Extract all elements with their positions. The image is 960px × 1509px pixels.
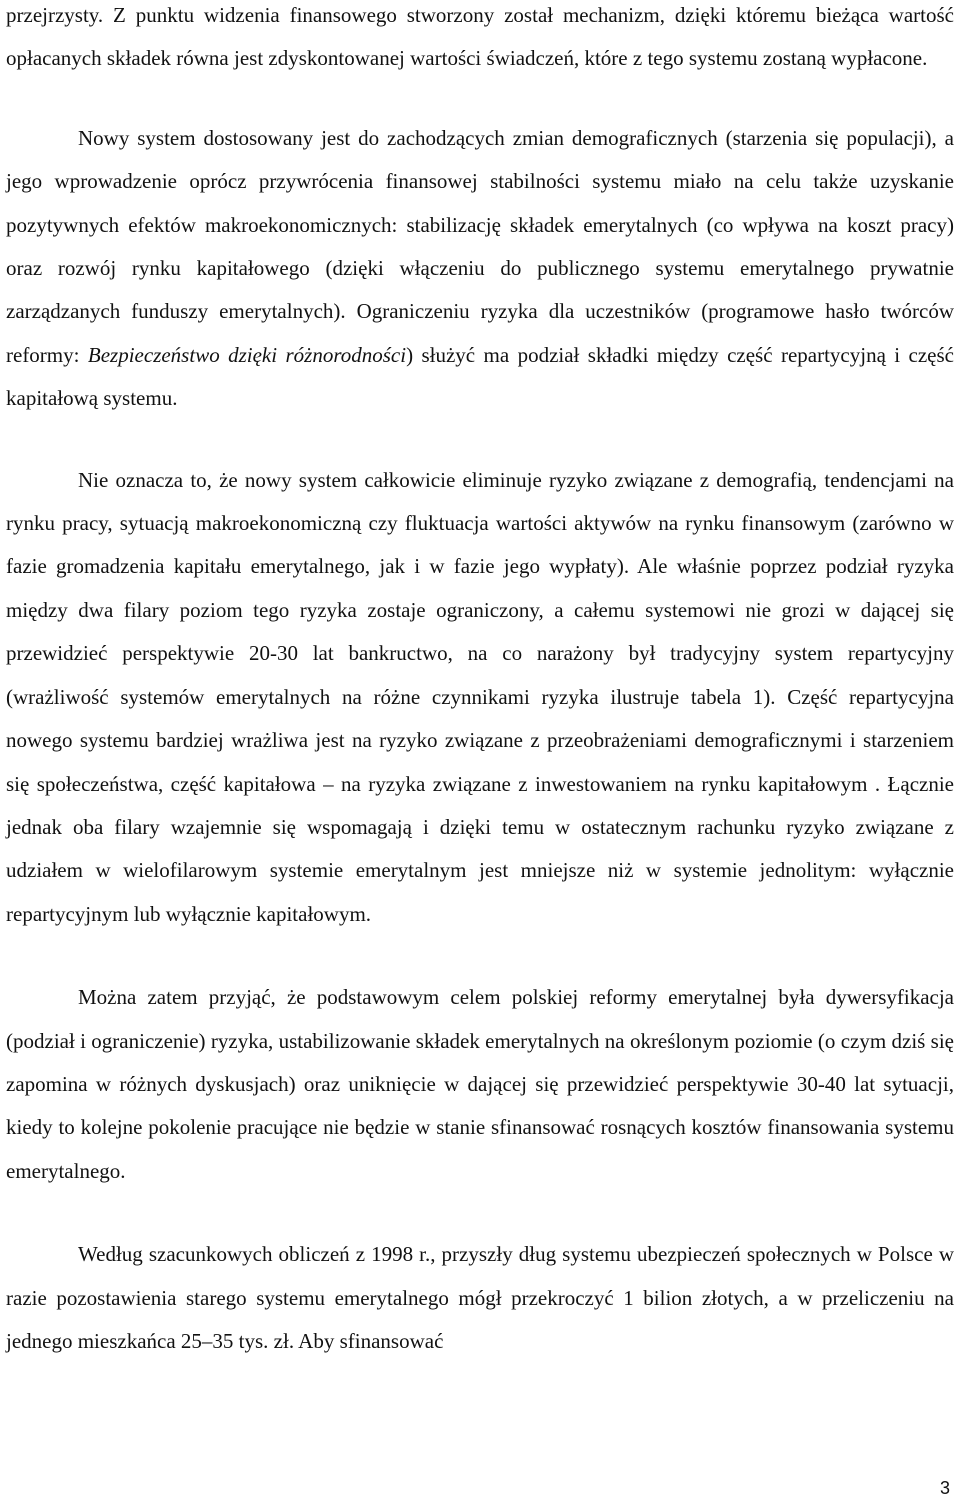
page-number: 3 (939, 1478, 950, 1498)
paragraph-new-system (6, 117, 954, 421)
document-page (6, 0, 954, 1363)
paragraph-continuation: przejrzysty. Z punktu widzenia finansowego stworzony został mechanizm, dzięki któremu bieżąca wartość opłacanych składek równa jest zdyskontowanej wartości świadczeń, które z tego systemu zostaną wypłacone. (6, 3, 954, 71)
paragraph-new-system-text-a: Nowy system dostosowany jest do zachodzących zmian demograficznych (starzenia się populacji), a jego wprowadzenie oprócz przywrócenia finansowej stabilności systemu miało na celu także uzyskanie pozytywnych efektów makroekonomicznych: stabilizację składek emerytalnych (co wpływa na koszt pracy) oraz rozwój rynku kapitałowego (dzięki włączeniu do publicznego systemu emerytalnego prywatnie zarządzanych funduszy emerytalnych). Ograniczeniu ryzyka dla uczestników (programowe hasło twórców reformy: (6, 125, 954, 367)
paragraph-risk: Nie oznacza to, że nowy system całkowicie eliminuje ryzyko związane z demografią, tendencjami na rynku pracy, sytuacją makroekonomiczną czy fluktuacja wartości aktywów na rynku finansowym (zarówno w fazie gromadzenia kapitału emerytalnego, jak i w fazie jego wypłaty). Ale właśnie poprzez podział ryzyka między dwa filary poziom tego ryzyka zostaje ograniczony, a całemu systemowi nie grozi w dającej się przewidzieć perspektywie 20-30 lat bankructwo, na co narażony był tradycyjny system repartycyjny (wrażliwość systemów emerytalnych na różne czynnikami ryzyka ilustruje tabela 1). Część repartycyjna nowego systemu bardziej wrażliwa jest na ryzyko związane z przeobrażeniami demograficznymi i starzeniem się społeczeństwa, część kapitałowa – na ryzyka związane z inwestowaniem na rynku kapitałowym . Łącznie jednak oba filary wzajemnie się wspomagają i dzięki temu w ostatecznym rachunku ryzyko związane z udziałem w wielofilarowym systemie emerytalnym jest mniejsze niż w systemie jednolitym: wyłącznie repartycyjnym lub wyłącznie kapitałowym. (6, 467, 954, 926)
paragraph-debt-estimate: Według szacunkowych obliczeń z 1998 r., przyszły dług systemu ubezpieczeń społecznych w Polsce w razie pozostawienia starego systemu emerytalnego mógł przekroczyć 1 bilion złotych, a w przeliczeniu na jednego mieszkańca 25–35 tys. zł. Aby sfinansować (6, 1242, 954, 1353)
reform-slogan: Bezpieczeństwo dzięki różnorodności (87, 342, 407, 367)
paragraph-new-system-text-b: ) służyć ma podział składki między część repartycyjną i część kapitałową systemu. (6, 342, 954, 411)
paragraph-reform-goal: Można zatem przyjąć, że podstawowym celem polskiej reformy emerytalnej była dywersyfikacja (podział i ograniczenie) ryzyka, ustabilizowanie składek emerytalnych na określonym poziomie (o czym dziś się zapomina w różnych dyskusjach) oraz uniknięcie w dającej się przewidzieć perspektywie 30-40 lat sytuacji, kiedy to kolejne pokolenie pracujące nie będzie w stanie sfinansować rosnących kosztów finansowania systemu emerytalnego. (6, 985, 954, 1183)
